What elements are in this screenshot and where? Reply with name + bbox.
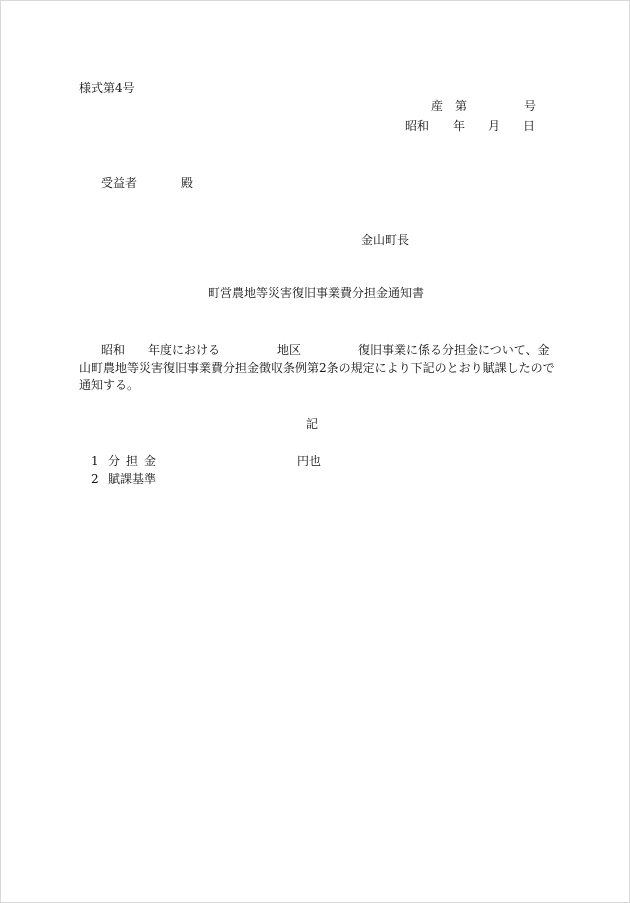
issuer-name: 金山町長 [361,233,410,247]
body-line-1 [79,342,549,360]
body-fiscal-year: 年度における [148,343,221,357]
body-line-2: 山町農地等災害復旧事業費分担金徴収条例第2条の規定により下記のとおり賦課したので [79,360,555,375]
item-1-unit: 円也 [297,454,322,468]
document-title: 町営農地等災害復旧事業費分担金通知書 [208,286,425,300]
form-number: 様式第4号 [79,81,135,95]
date-era: 昭和 [405,119,430,133]
item-2-label: 賦課基準 [108,472,157,486]
item-2-number: 2 [91,472,99,486]
date-day: 日 [523,119,536,133]
item-1-label: 分担金 [108,454,163,468]
item-1-number: 1 [91,454,99,468]
body-era: 昭和 [101,343,126,357]
ki-heading: 記 [306,417,319,431]
recipient-label: 受益者 [101,176,138,190]
issue-number-suffix: 号 [524,99,537,113]
recipient-honorific: 殿 [181,176,194,190]
body-line-1-rest: 復旧事業に係る分担金について、金 [358,343,550,357]
body-district: 地区 [277,343,302,357]
issue-number-prefix: 産 第 [431,99,468,113]
body-line-3: 通知する。 [79,378,140,392]
date-year: 年 [453,119,466,133]
date-month: 月 [488,119,501,133]
body-paragraph [79,342,555,395]
